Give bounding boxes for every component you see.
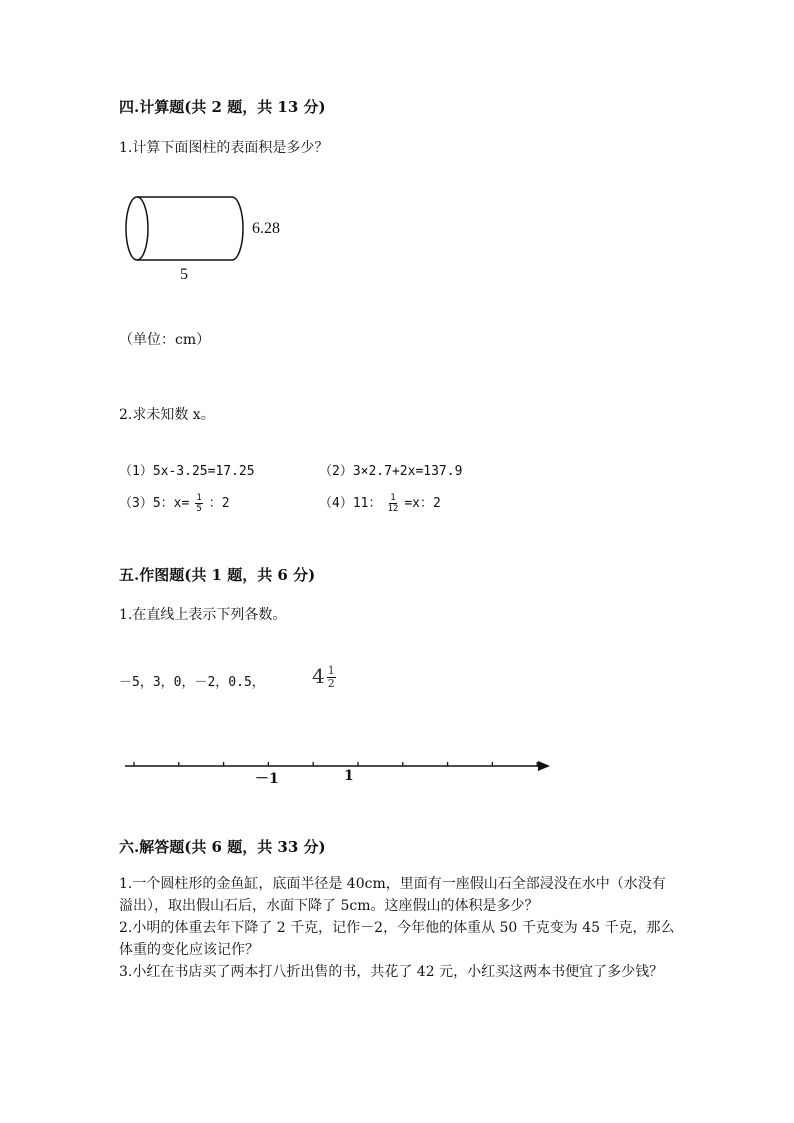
number-line: [120, 755, 555, 777]
fraction-one-half: $\frac{1}{2}$: [327, 664, 335, 690]
section-6-heading: 六.解答题(共 6 题，共 33 分): [119, 838, 326, 856]
section-5-heading: 五.作图题(共 1 题，共 6 分): [119, 566, 316, 584]
mixed-number-four-and-half: 4 $\frac{1}{2}$: [312, 664, 335, 690]
question-6-3: 3.小红在书店买了两本打八折出售的书，共花了 42 元，小红买这两本书便宜了多少钱？: [119, 964, 664, 980]
question-6-2: 2.小明的体重去年下降了 2 千克，记作－2，今年他的体重从 50 千克变为 45 千克，那么体重的变化应该记作？: [119, 920, 675, 958]
cylinder-right-curve: [232, 197, 243, 260]
equation-4: （4）11： $\frac{1}{12}$ =x：2: [319, 493, 441, 514]
question-4-1-text: 1.计算下面图柱的表面积是多少？: [119, 140, 329, 156]
cylinder-length-label: 5: [180, 266, 188, 283]
cylinder-left-face: [126, 197, 148, 260]
question-6-1: 1.一个圆柱形的金鱼缸，底面半径是 40cm，里面有一座假山石全部浸没在水中（水没有溢出），取出假山石后，水面下降了 5cm。这座假山的体积是多少？: [119, 876, 666, 914]
numbers-to-plot: －5，3，0，－2，0.5，: [119, 675, 265, 690]
question-5-1-text: 1.在直线上表示下列各数。: [119, 607, 287, 623]
fraction-one-twelfth: $\frac{1}{12}$: [387, 493, 399, 514]
tick-label-one: 1: [344, 768, 354, 784]
question-4-2-text: 2.求未知数 x。: [119, 407, 215, 423]
equation-2: （2）3×2.7+2x=137.9: [319, 464, 463, 479]
section-4-heading: 四.计算题(共 2 题，共 13 分): [119, 98, 326, 116]
equation-1: （1）5x-3.25=17.25: [119, 464, 255, 479]
fraction-one-fifth: $\frac{1}{5}$: [196, 493, 202, 514]
number-line-arrowhead: [538, 761, 550, 771]
unit-note: （单位：cm）: [119, 332, 211, 348]
cylinder-height-label: 6.28: [252, 220, 280, 237]
equation-3: （3）5：x= $\frac{1}{5}$ ：2: [119, 493, 230, 514]
tick-label-negative-one: －1: [255, 771, 279, 787]
